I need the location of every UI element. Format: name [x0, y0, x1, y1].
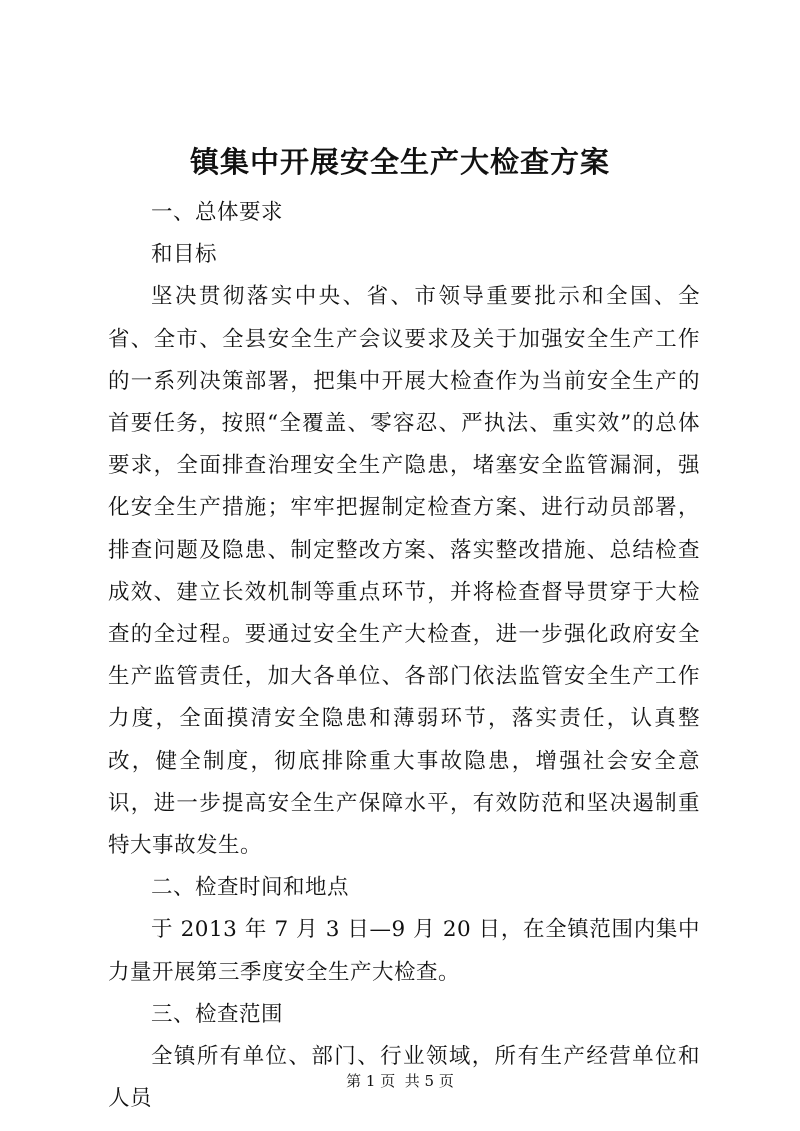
body-paragraph-time-place: 于 2013 年 7 月 3 日—9 月 20 日，在全镇范围内集中力量开展第三季度安全生产大检查。	[108, 917, 700, 985]
section-heading-3: 三、检查范围	[151, 1001, 284, 1027]
section-heading-2: 二、检查时间和地点	[151, 875, 350, 901]
section-heading-1: 一、总体要求	[151, 200, 284, 225]
document-body	[108, 192, 700, 1120]
page-footer	[0, 1070, 800, 1092]
section-heading-1-continued: 和目标	[151, 242, 218, 268]
body-paragraph-requirements: 坚决贯彻落实中央、省、市领导重要批示和全国、全省、全市、全县安全生产会议要求及关于加强安全生产工作的一系列决策部署，把集中开展大检查作为当前安全生产的首要任务，按照“全覆盖、零容忍、严执法、重实效”的总体要求，全面排查治理安全生产隐患，堵塞安全监管漏洞，强化安全生产措施；牢牢把握制定检查方案、进行动员部署，排查问题及隐患、制定整改方案、落实整改措施、总结检查成效、建立长效机制等重点环节，并将检查督导贯穿于大检查的全过程。要通过安全生产大检查，进一步强化政府安全生产监管责任，加大各单位、各部门依法监管安全生产工作力度，全面摸清安全隐患和薄弱环节，落实责任，认真整改，健全制度，彻底排除重大事故隐患，增强社会安全意识，进一步提高安全生产保障水平，有效防范和坚决遏制重特大事故发生。	[108, 284, 700, 859]
body-paragraph-scope: 全镇所有单位、部门、行业领域，所有生产经营单位和人员	[108, 1044, 700, 1112]
document-title: 镇集中开展安全生产大检查方案	[189, 145, 610, 179]
page-number-label: 第 1 页 共 5 页	[346, 1072, 454, 1090]
